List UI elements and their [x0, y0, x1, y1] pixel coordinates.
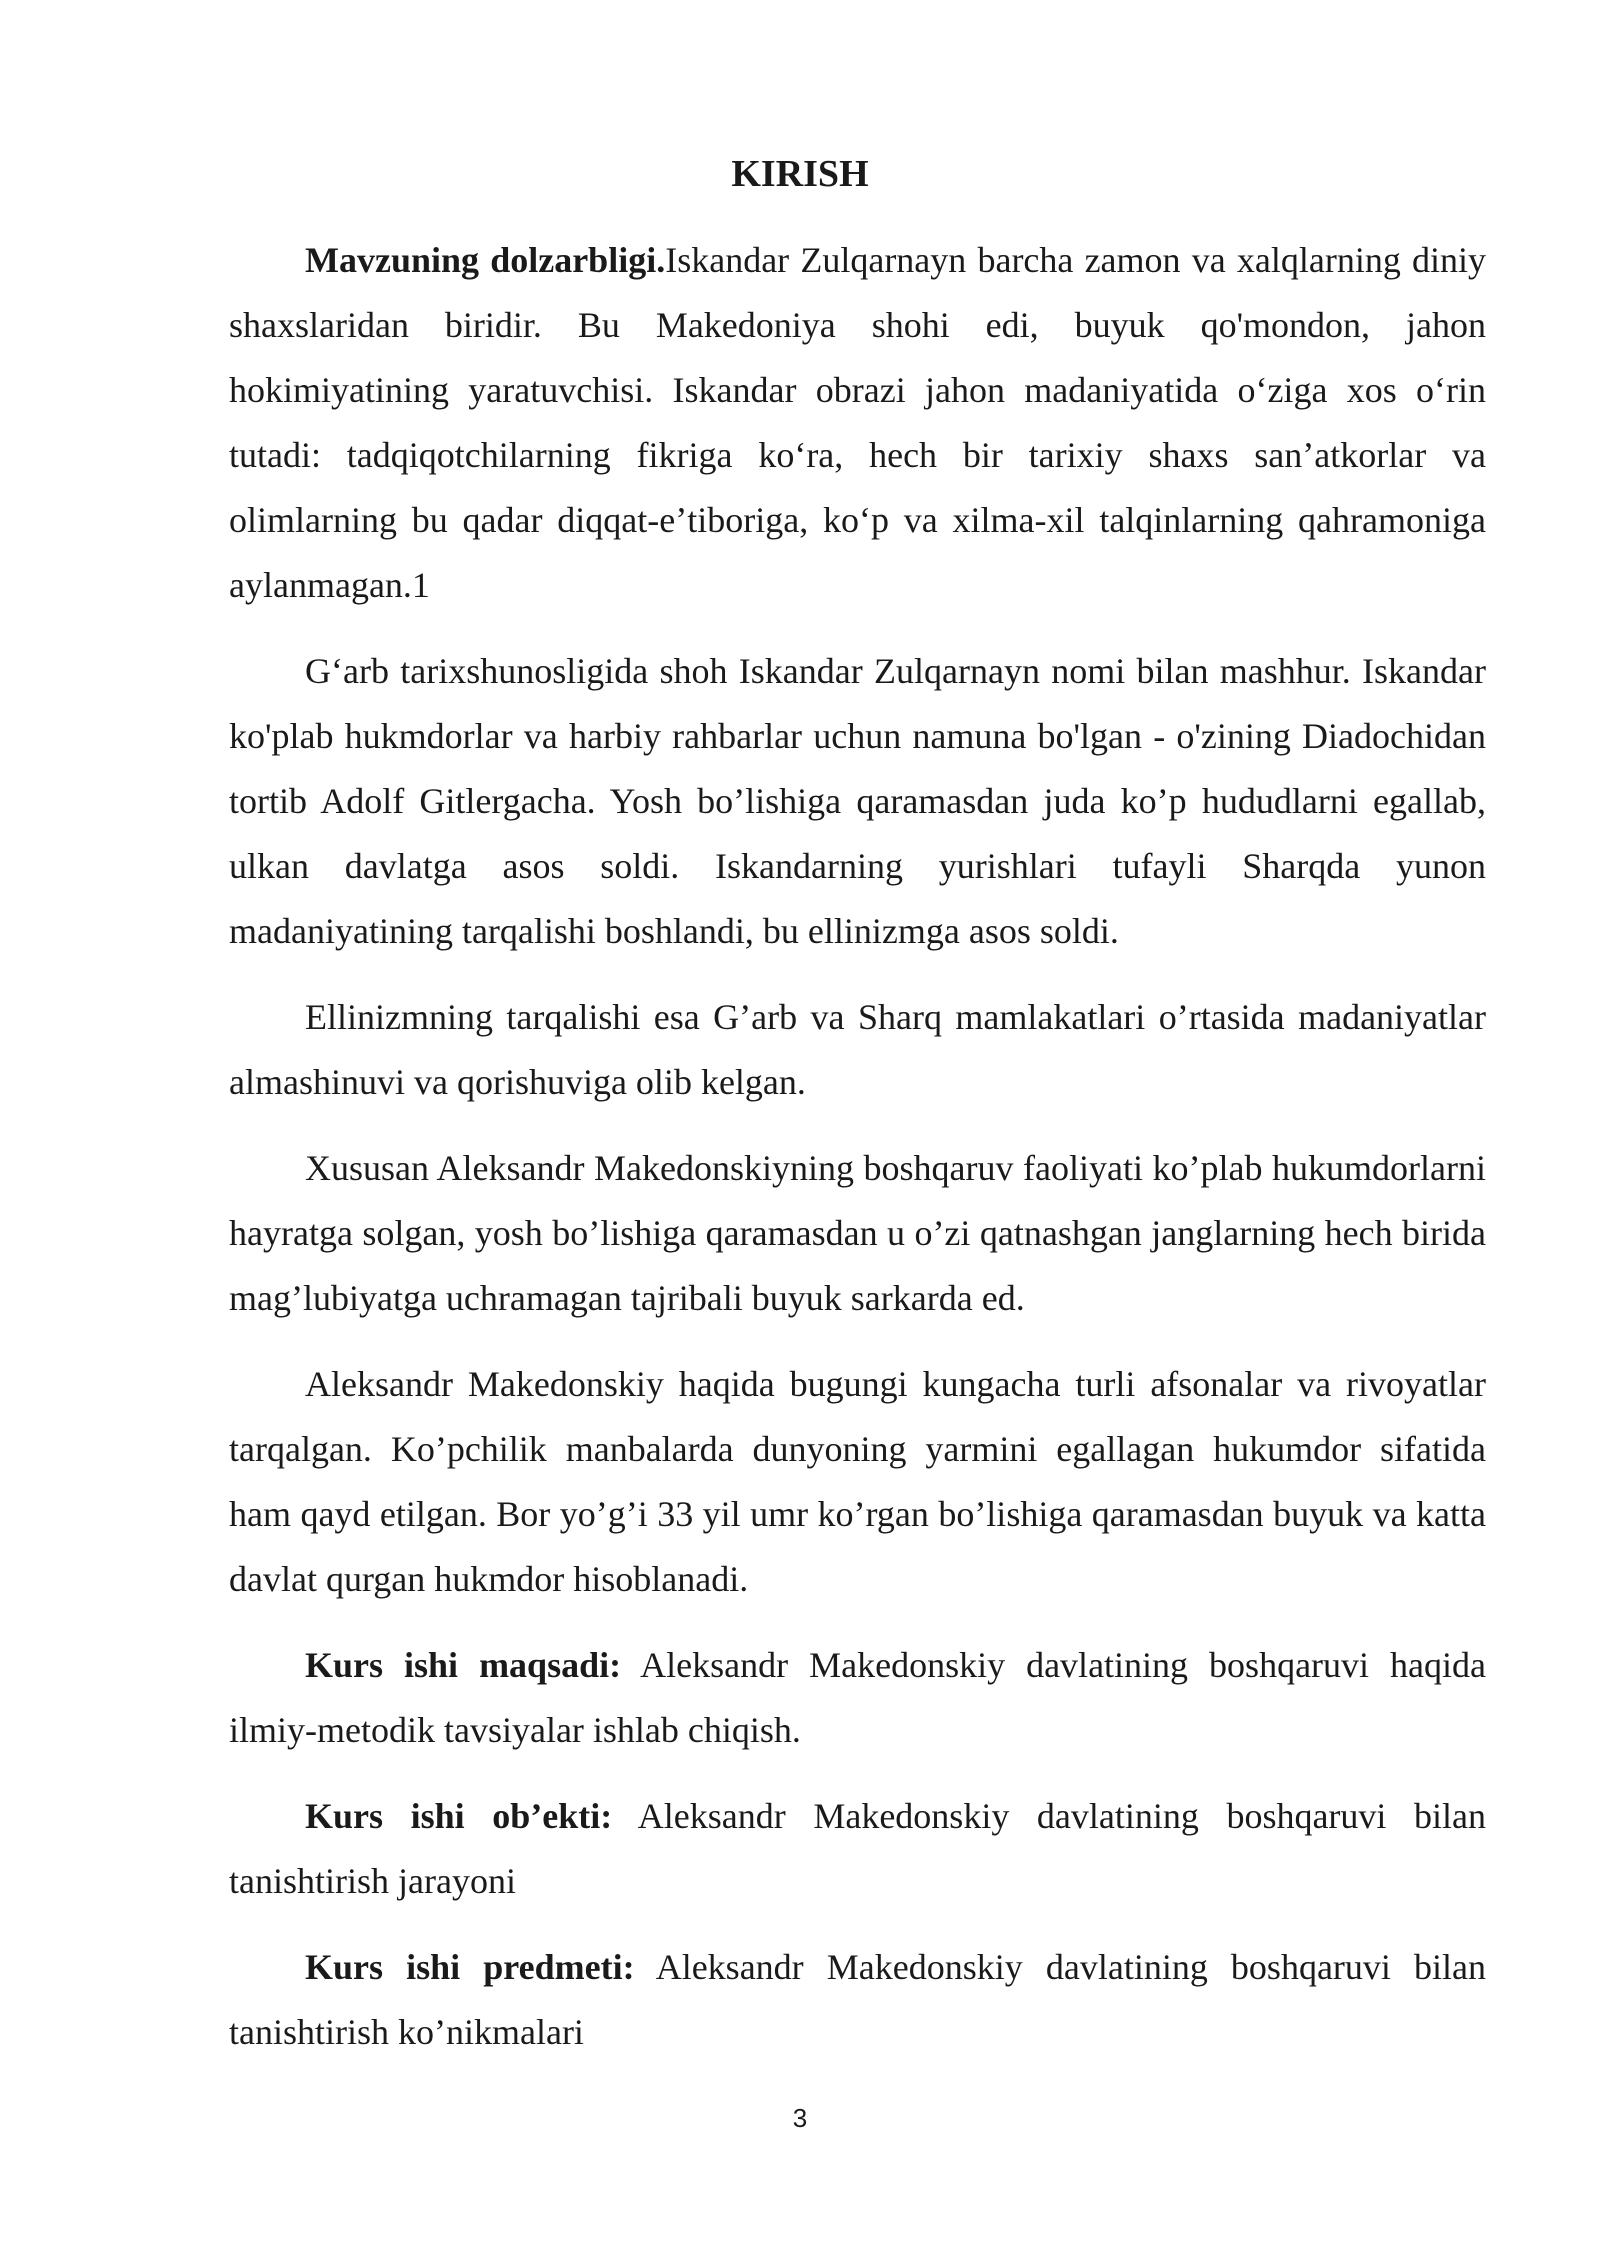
paragraph-governance — [229, 1136, 1486, 1331]
document-body — [229, 228, 1486, 2086]
paragraph-subject — [229, 1935, 1486, 2065]
paragraph-object — [229, 1784, 1486, 1914]
paragraph-goal — [229, 1633, 1486, 1763]
paragraph-text: Aleksandr Makedonskiy haqida bugungi kungacha turli afsonalar va rivoyatlar tarqalgan. Ko’pchilik manbalarda dunyoning yarmini egallagan hukumdor sifatida ham qayd etilgan. Bor yo’g’i 33 yil umr ko’rgan bo’lishiga qaramasdan buyuk va katta davlat qurgan hukmdor hisoblanadi. — [229, 1364, 1486, 1599]
paragraph-text: Gʻarb tarixshunosligida shoh Iskandar Zulqarnayn nomi bilan mashhur. Iskandar ko'plab hukmdorlar va harbiy rahbarlar uchun namuna bo'lgan - o'zining Diadochidan tortib Adolf Gitlergacha. Yosh bo’lishiga qaramasdan juda ko’p hududlarni egallab, ulkan davlatga asos soldi. Iskandarning yurishlari tufayli Sharqda yunon madaniyatining tarqalishi boshlandi, bu ellinizmga asos soldi. — [229, 651, 1486, 951]
paragraph-text: Aleksandr Makedonskiy davlatining boshqaruvi bilan tanishtirish jarayoni — [229, 1796, 1486, 1901]
paragraph-text: Aleksandr Makedonskiy davlatining boshqaruvi bilan tanishtirish ko’nikmalari — [229, 1947, 1487, 2052]
paragraph-lead: Mavzuning dolzarbligi. — [305, 240, 666, 280]
paragraph-lead: Kurs ishi maqsadi: — [305, 1645, 622, 1685]
paragraph-text: Aleksandr Makedonskiy davlatining boshqaruvi haqida ilmiy-metodik tavsiyalar ishlab chiqish. — [229, 1645, 1487, 1750]
page-number: 3 — [792, 2103, 808, 2133]
page-title: KIRISH — [731, 153, 869, 195]
paragraph-legends — [229, 1352, 1486, 1612]
paragraph-lead: Kurs ishi ob’ekti: — [305, 1796, 613, 1836]
paragraph-text: Ellinizmning tarqalishi esa G’arb va Sharq mamlakatlari o’rtasida madaniyatlar almashinuvi va qorishuviga olib kelgan. — [229, 997, 1486, 1102]
paragraph-text: Iskandar Zulqarnayn barcha zamon va xalqlarning diniy shaxslaridan biridir. Bu Makedoniya shohi edi, buyuk qo'mondon, jahon hokimiyatining yaratuvchisi. Iskandar obrazi jahon madaniyatida oʻziga xos oʻrin tutadi: tadqiqotchilarning fikriga koʻra, hech bir tarixiy shaxs sanʼatkorlar va olimlarning bu qadar diqqat-eʼtiboriga, koʻp va xilma-xil talqinlarning qahramoniga aylanmagan.1 — [229, 240, 1487, 605]
paragraph-western-historiography — [229, 639, 1486, 964]
paragraph-lead: Kurs ishi predmeti: — [305, 1947, 635, 1987]
paragraph-hellenism — [229, 985, 1486, 1115]
paragraph-relevance — [229, 228, 1486, 618]
paragraph-text: Xususan Aleksandr Makedonskiyning boshqaruv faoliyati ko’plab hukumdorlarni hayratga solgan, yosh bo’lishiga qaramasdan u o’zi qatnashgan janglarning hech birida mag’lubiyatga uchramagan tajribali buyuk sarkarda ed. — [229, 1148, 1486, 1318]
